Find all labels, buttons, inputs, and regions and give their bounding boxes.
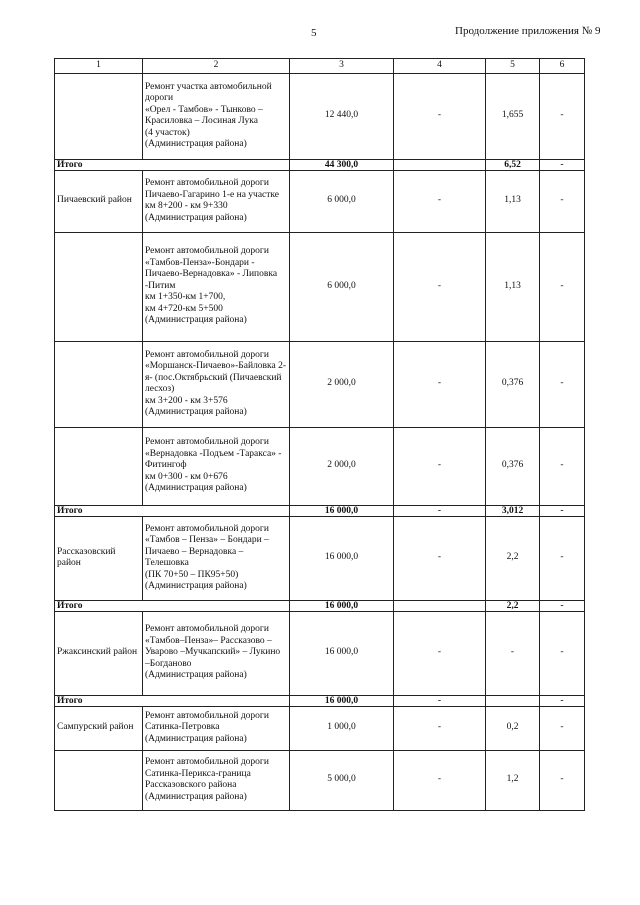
total-amount: 16 000,0 — [290, 600, 394, 611]
column-6-cell: - — [540, 341, 585, 427]
column-6-cell: - — [540, 170, 585, 232]
length-cell: 0,376 — [486, 427, 540, 505]
total-length — [486, 695, 540, 706]
total-column-6: - — [540, 505, 585, 516]
total-column-6: - — [540, 600, 585, 611]
column-4-cell: - — [394, 427, 486, 505]
column-number: 2 — [143, 59, 290, 74]
table-row — [55, 232, 585, 341]
column-4-cell: - — [394, 516, 486, 600]
page-number: 5 — [311, 27, 317, 39]
length-cell: 1,655 — [486, 73, 540, 159]
column-6-cell: - — [540, 750, 585, 810]
total-amount: 16 000,0 — [290, 695, 394, 706]
amount-cell: 2 000,0 — [290, 427, 394, 505]
district-cell: Сампурский район — [55, 706, 143, 750]
district-cell: Рассказовский район — [55, 516, 143, 600]
total-column-6: - — [540, 159, 585, 170]
work-description: Ремонт автомобильной дороги «Тамбов – Пенза» – Бондари – Пичаево – Вернадовка – Телешовка (ПК 70+50 – ПК95+50) (Администрация района) — [143, 516, 290, 600]
column-4-cell: - — [394, 750, 486, 810]
column-6-cell: - — [540, 516, 585, 600]
total-row — [55, 695, 585, 706]
table-row — [55, 706, 585, 750]
district-cell — [55, 341, 143, 427]
column-number: 5 — [486, 59, 540, 74]
length-cell: 1,13 — [486, 170, 540, 232]
total-row — [55, 159, 585, 170]
total-label: Итого — [55, 695, 290, 706]
total-length: 3,012 — [486, 505, 540, 516]
length-cell: 1,2 — [486, 750, 540, 810]
table-body — [55, 59, 585, 811]
column-number: 6 — [540, 59, 585, 74]
work-description: Ремонт участка автомобильной дороги «Орел - Тамбов» - Тынково – Красиловка – Лосиная Лука (4 участок) (Администрация района) — [143, 73, 290, 159]
column-4-cell: - — [394, 73, 486, 159]
appendix-continuation-label: Продолжение приложения № 9 — [455, 25, 601, 37]
total-column-4 — [394, 159, 486, 170]
total-column-4: - — [394, 695, 486, 706]
column-4-cell: - — [394, 611, 486, 695]
work-description: Ремонт автомобильной дороги «Моршанск-Пичаево»-Байловка 2-я- (пос.Октябрьский (Пичаевский лесхоз) км 3+200 - км 3+576 (Администрация района) — [143, 341, 290, 427]
column-number-row — [55, 59, 585, 74]
length-cell: - — [486, 611, 540, 695]
work-description: Ремонт автомобильной дороги Пичаево-Гагарино 1-е на участке км 8+200 - км 9+330 (Администрация района) — [143, 170, 290, 232]
amount-cell: 16 000,0 — [290, 516, 394, 600]
work-description: Ремонт автомобильной дороги «Вернадовка -Подъем -Таракса» - Фитингоф км 0+300 - км 0+676 (Администрация района) — [143, 427, 290, 505]
column-number: 1 — [55, 59, 143, 74]
road-repair-table — [54, 58, 585, 811]
total-column-4 — [394, 600, 486, 611]
total-length: 6,52 — [486, 159, 540, 170]
work-description: Ремонт автомобильной дороги Сатинка-Петровка (Администрация района) — [143, 706, 290, 750]
table-row — [55, 170, 585, 232]
column-6-cell: - — [540, 232, 585, 341]
total-label: Итого — [55, 600, 290, 611]
column-4-cell: - — [394, 232, 486, 341]
column-6-cell: - — [540, 706, 585, 750]
total-column-4: - — [394, 505, 486, 516]
column-4-cell: - — [394, 341, 486, 427]
total-label: Итого — [55, 505, 290, 516]
column-number: 3 — [290, 59, 394, 74]
total-length: 2,2 — [486, 600, 540, 611]
total-amount: 16 000,0 — [290, 505, 394, 516]
work-description: Ремонт автомобильной дороги Сатинка-Перикса-граница Рассказовского района (Администрация района) — [143, 750, 290, 810]
district-cell — [55, 750, 143, 810]
table-row — [55, 516, 585, 600]
total-row — [55, 600, 585, 611]
amount-cell: 1 000,0 — [290, 706, 394, 750]
length-cell: 0,376 — [486, 341, 540, 427]
amount-cell: 12 440,0 — [290, 73, 394, 159]
amount-cell: 6 000,0 — [290, 170, 394, 232]
table-row — [55, 73, 585, 159]
column-6-cell: - — [540, 427, 585, 505]
column-number: 4 — [394, 59, 486, 74]
work-description: Ремонт автомобильной дороги «Тамбов–Пенза»– Рассказово – Уварово –Мучкапский» – Лукино –Богданово (Администрация района) — [143, 611, 290, 695]
amount-cell: 5 000,0 — [290, 750, 394, 810]
column-6-cell: - — [540, 611, 585, 695]
district-cell: Пичаевский район — [55, 170, 143, 232]
district-cell — [55, 73, 143, 159]
table-row — [55, 611, 585, 695]
work-description: Ремонт автомобильной дороги «Тамбов-Пенза»-Бондари - Пичаево-Вернадовка» - Липовка -Питим км 1+350-км 1+700, км 4+720-км 5+500 (Администрация района) — [143, 232, 290, 341]
column-4-cell: - — [394, 706, 486, 750]
total-column-6: - — [540, 695, 585, 706]
amount-cell: 2 000,0 — [290, 341, 394, 427]
length-cell: 1,13 — [486, 232, 540, 341]
length-cell: 2,2 — [486, 516, 540, 600]
table-row — [55, 341, 585, 427]
table-row — [55, 427, 585, 505]
district-cell — [55, 427, 143, 505]
table-row — [55, 750, 585, 810]
length-cell: 0,2 — [486, 706, 540, 750]
total-label: Итого — [55, 159, 290, 170]
column-4-cell: - — [394, 170, 486, 232]
district-cell — [55, 232, 143, 341]
column-6-cell: - — [540, 73, 585, 159]
total-row — [55, 505, 585, 516]
amount-cell: 16 000,0 — [290, 611, 394, 695]
total-amount: 44 300,0 — [290, 159, 394, 170]
district-cell: Ржаксинский район — [55, 611, 143, 695]
amount-cell: 6 000,0 — [290, 232, 394, 341]
